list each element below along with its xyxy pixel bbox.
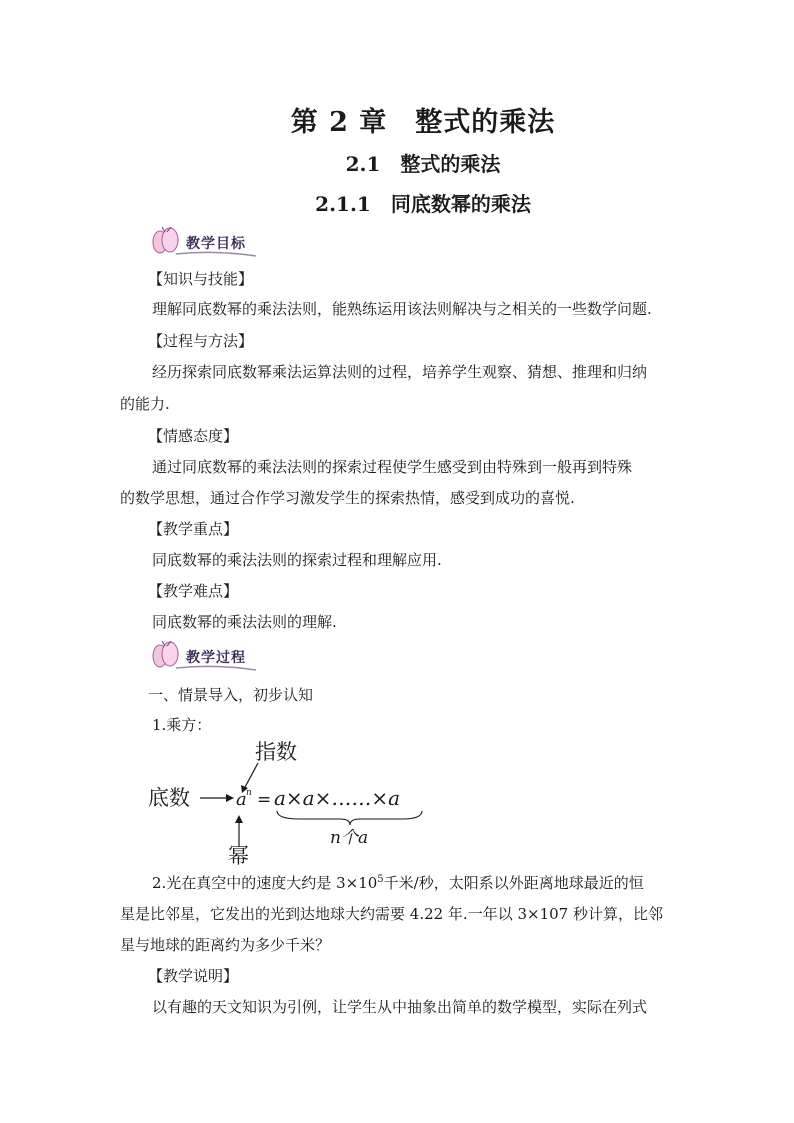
subsection-title: 2.1.1 同底数幂的乘法 xyxy=(315,192,531,216)
base-variable: a xyxy=(236,789,247,810)
method-heading: 【过程与方法】 xyxy=(148,332,254,350)
section-title: 2.1 整式的乘法 xyxy=(345,152,501,176)
key-point-heading: 【教学重点】 xyxy=(148,520,239,538)
difficulty-text: 同底数幂的乘法法则的理解. xyxy=(152,613,337,631)
brace xyxy=(277,811,422,825)
emotion-text-line1: 通过同底数幂的乘法法则的探索过程使学生感受到由特殊到一般再到特殊 xyxy=(152,458,633,476)
exponent-label: 指数 xyxy=(255,740,297,764)
item2-line2: 星是比邻星，它发出的光到达地球大约需要 4.22 年.一年以 3×107 秒计算，比邻 xyxy=(120,905,663,923)
equals-sign: = xyxy=(257,790,272,810)
chapter-title: 第 2 章 整式的乘法 xyxy=(290,107,556,138)
badge-label: 教学目标 xyxy=(186,236,246,252)
emotion-text-line2: 的数学思想，通过合作学习激发学生的探索热情，感受到成功的喜悦. xyxy=(120,489,575,507)
knowledge-text: 理解同底数幂的乘法法则，能熟练运用该法则解决与之相关的一些数学问题. xyxy=(152,300,652,318)
power-notation-diagram xyxy=(140,735,460,865)
exponent-arrow xyxy=(244,763,258,789)
emotion-heading: 【情感态度】 xyxy=(148,427,239,445)
brace-label: n个a xyxy=(330,828,369,848)
key-point-text: 同底数幂的乘法法则的探索过程和理解应用. xyxy=(152,551,442,569)
intro-heading: 一、情景导入，初步认知 xyxy=(148,686,314,704)
knowledge-heading: 【知识与技能】 xyxy=(148,270,254,288)
teaching-goals-badge xyxy=(146,226,266,260)
note-text: 以有趣的天文知识为引例，让学生从中抽象出简单的数学模型，实际在列式 xyxy=(152,998,648,1016)
item2-line1: 2.光在真空中的速度大约是 $3\times 10^5$千米/秒，太阳系以外距离地球最近的恒 xyxy=(152,874,644,892)
item1-label: 1.乘方： xyxy=(152,716,212,734)
exponent-variable: n xyxy=(246,788,252,798)
item2-line3: 星与地球的距离约为多少千米？ xyxy=(120,936,331,954)
expansion: a×a×……×a xyxy=(274,786,401,810)
teaching-process-badge xyxy=(146,640,266,674)
base-label: 底数 xyxy=(148,786,190,810)
method-text-line1: 经历探索同底数幂乘法运算法则的过程，培养学生观察、猜想、推理和归纳 xyxy=(152,363,648,381)
power-label: 幂 xyxy=(228,844,249,865)
note-heading: 【教学说明】 xyxy=(148,967,239,985)
method-text-line2: 的能力. xyxy=(120,395,170,413)
difficulty-heading: 【教学难点】 xyxy=(148,582,239,600)
badge-label: 教学过程 xyxy=(186,650,246,666)
